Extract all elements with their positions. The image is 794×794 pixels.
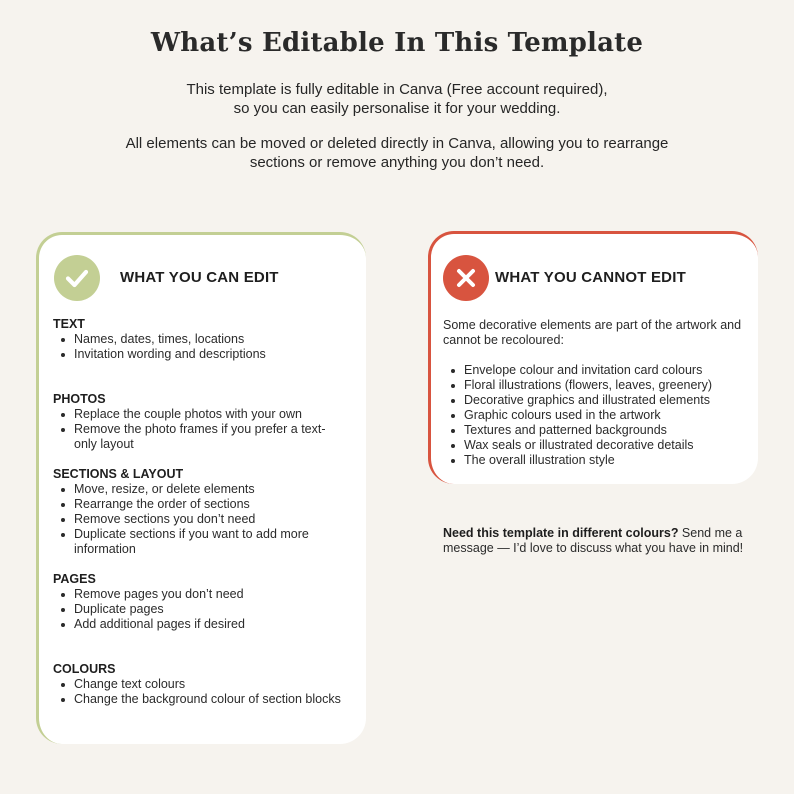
section-title: SECTIONS & LAYOUT <box>53 467 184 481</box>
section-title: PAGES <box>53 572 96 586</box>
custom-colours-note <box>443 526 763 556</box>
list-item: Duplicate sections if you want to add more information <box>74 527 334 557</box>
note-bold: Need this template in different colours? <box>443 526 679 540</box>
list-item: Wax seals or illustrated decorative details <box>464 438 743 453</box>
can-edit-sections <box>53 317 353 707</box>
page-title: What’s Editable In This Template <box>150 28 644 58</box>
check-icon <box>54 255 100 301</box>
intro-paragraph-1 <box>0 80 794 118</box>
list-item: Move, resize, or delete elements <box>74 482 334 497</box>
note-text: Send me a message — I’d love to discuss what you have in mind! <box>443 526 744 555</box>
list-item: Graphic colours used in the artwork <box>464 408 743 423</box>
list-item: Floral illustrations (flowers, leaves, greenery) <box>464 378 743 393</box>
list-item: Invitation wording and descriptions <box>74 347 353 362</box>
list-item: Remove the photo frames if you prefer a text-only layout <box>74 422 334 452</box>
list-item: Remove sections you don’t need <box>74 512 334 527</box>
list-item: Decorative graphics and illustrated elements <box>464 393 743 408</box>
list-item: Remove pages you don’t need <box>74 587 353 602</box>
list-item: Change the background colour of section blocks <box>74 692 353 707</box>
section-colours <box>53 662 353 707</box>
cannot-edit-intro: Some decorative elements are part of the artwork and cannot be recoloured: <box>443 318 742 347</box>
list-item: The overall illustration style <box>464 453 743 468</box>
cannot-edit-heading: WHAT YOU CANNOT EDIT <box>495 269 686 286</box>
x-icon <box>443 255 489 301</box>
list-item: Replace the couple photos with your own <box>74 407 334 422</box>
list-item: Change text colours <box>74 677 353 692</box>
list-item: Add additional pages if desired <box>74 617 353 632</box>
list-item: Envelope colour and invitation card colours <box>464 363 743 378</box>
intro-line: This template is fully editable in Canva (Free account required), <box>186 81 608 98</box>
list-item: Duplicate pages <box>74 602 353 617</box>
list-item: Names, dates, times, locations <box>74 332 353 347</box>
list-item: Textures and patterned backgrounds <box>464 423 743 438</box>
intro-line: so you can easily personalise it for your wedding. <box>233 100 561 117</box>
section-title: TEXT <box>53 317 85 331</box>
section-photos <box>53 392 353 452</box>
section-text <box>53 317 353 362</box>
section-title: PHOTOS <box>53 392 106 406</box>
intro-paragraph-2 <box>0 134 794 172</box>
can-edit-heading: WHAT YOU CAN EDIT <box>120 269 279 286</box>
can-edit-card <box>36 232 366 744</box>
list-item: Rearrange the order of sections <box>74 497 334 512</box>
section-layout <box>53 467 353 557</box>
section-title: COLOURS <box>53 662 116 676</box>
section-pages <box>53 572 353 632</box>
intro-line: All elements can be moved or deleted directly in Canva, allowing you to rearrange <box>125 135 669 152</box>
intro-line: sections or remove anything you don’t need. <box>249 154 545 171</box>
cannot-edit-card <box>428 231 758 484</box>
cannot-edit-body <box>443 318 743 468</box>
